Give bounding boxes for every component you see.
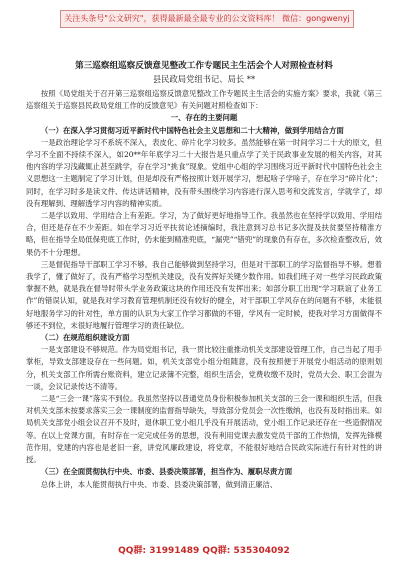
intro-paragraph: 按照《局党组关于召开第三巡察组巡察反馈意见整改工作专题民主生活会的实施方案》要求，我就《第三巡察组关于巡察县民政局党组工作的反馈意见》有关问题对照检查如下： [26,89,382,111]
subsection-heading: （三）在全面贯彻执行中央、市委、县委决策部署，担当作为、履职尽责方面 [40,467,293,477]
promo-banner[interactable]: 关注头条号"公文研究"，获得最新最全最专业的公文资料库！ 微信：gongwenyj [60,10,354,28]
paragraph: 二是学以致用、学用结合上有差距。学习，为了做好更好地指导工作。我虽然也在坚持学以致用、学用结合，但还是存在不少差距。如在学习习近平扶贫论述摘编时，我注意到习总书记多次提及扶贫要坚持精准方略，但在指导全局低保兜底工作时，仍未能到精准兜底，“漏兜”“错兜”的现象仍有存在，多次检查整改后，效果仍不十分理想。 [26,211,382,257]
document-author: 县民政局党组书记、局长 ** [152,74,256,84]
paragraph: 一是支部建设不够规范。作为局党组书记，我一贯比较注重推动机关支部建设管理工作，自己当起了甩手掌柜，导致支部建设存在一些问题。如，机关支部党小组分组随意，没有按照便于开展党小组活动的原则划分，机关支部工作所需台账资料，建立记录簿不完整，组织生活会，党费收缴不及时，党员大会、职工会混为一谈，会议记录传达不清等。 [26,345,382,391]
subsection-heading: （一）在深入学习贯彻习近平新时代中国特色社会主义思想和二十大精神，做到学用结合方面 [40,125,344,135]
document-title: 第三巡察组巡察反馈意见整改工作专题民主生活会个人对照检查材料 [75,61,333,71]
paragraph: 一是政治理论学习不系统不深入，表皮化、碎片化学习较多。虽然能够在第一时间学习二十大的原文，但学习不全面不持续不深入，如20**年年底学习二十大报告是只重点学了关于民政事业发展的相关内容，对其他内容的学习浅藏辄止甚至跳学，存在学习“挑食”现象。党组中心组的学习围绕习近平新时代中国特色社会主义思想这一主题制定了学习计划，但是却没有严格按照计划开展学习，想起啥子学啥子，存在学习“碎片化”；同时，在学习时多是读文件、传达讲话精神，没有带头围绕学习内容进行深入思考和交流发言，学就学了，却没有理解到、理解透学习内容的精神实质。 [26,137,382,208]
document-body [26,88,382,491]
section-heading: 一、存在的主要问题 [170,113,238,123]
paragraph: 二是“三会一课”落实不到位。我虽然坚持以普通党员身份积极参加机关支部的三会一课和组织生活，但我对机关支部未按要求落实三会一课制度的监督指导缺失，导致部分党员会一次性缴纳，也没有及时指出来。如局机关支部党小组会议召开不及时，退休职工党小组几乎没有开展活动，党小组工作记录还存在一些造假情况等。在以上党课方面，有时存在一定完成任务的思想，没有利用党课去激发党员干部的工作热情，发挥先锋模范作用，党建的内容也是老旧一套，讲党风廉政建设，将党章，不能很好地结合民政实际进行有针对性的讲授。 [26,394,382,465]
subsection-heading: （二）在规范组织建设方面 [40,333,130,343]
paragraph: 总体上讲，本人能贯彻执行中央、市委、县委决策部署，做到清正廉洁、 [40,479,278,489]
paragraph: 三是督促指导干部职工学习不够。我自己能够做到坚持学习，但是对干部职工的学习监督指导不够。想着我学了，懂了做好了，没有严格学习型机关建设，没有发挥好关键少数作用。如我们班子对一些学习民政政策掌握不熟，就是我在督导时带头学业务政策这块的作用还没有发挥出来；如部分职工出现“学习联谊了业务工作”的错误认知，就是我对学习教育管理机制还没有较好的健全，对干部职工学风存在的问题有不够，未能很好地服务学习的针对性，单方面的认识为大家工作学习都做的不错，学风有一定时候，使我对学习方面做得不够还不到位，未很好地履行管理学习的责任缺位。 [26,259,382,330]
qq-group-footer: QQ群: 31991489 QQ群: 535304092 [118,546,290,556]
